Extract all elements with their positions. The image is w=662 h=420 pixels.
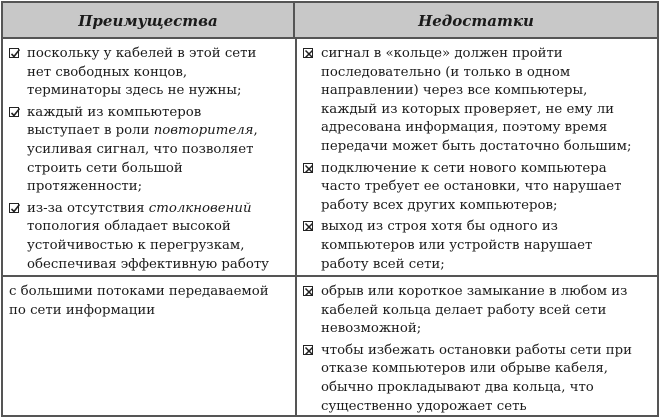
checkbox-crossed-icon	[303, 163, 313, 173]
comparison-table	[1, 1, 659, 417]
checkbox-crossed-icon	[303, 221, 313, 231]
disadvantage-item-4	[303, 283, 657, 339]
advantage-3-line-1: из-за отсутствия столкновений	[27, 200, 252, 216]
advantage-item-2	[9, 104, 291, 197]
disadvantage-item-1	[303, 45, 657, 157]
disadvantage-3-line-3: работу всей сети;	[321, 256, 445, 272]
checkbox-crossed-icon	[303, 345, 313, 355]
advantage-3-line-4: обеспечивая эффективную работу	[27, 256, 270, 272]
disadvantage-3-line-2: компьютеров или устройств нарушает	[321, 237, 593, 253]
header-divider	[3, 37, 657, 39]
disadvantage-item-3	[303, 218, 657, 274]
disadvantage-5-line-3: обычно прокладывают два кольца, что	[321, 379, 594, 395]
advantage-2-line-2: выступает в роли повторителя,	[27, 123, 258, 139]
advantage-1-line-1: поскольку у кабелей в этой сети	[27, 46, 257, 61]
checkbox-crossed-icon	[303, 48, 313, 58]
disadvantage-item-2	[303, 160, 657, 216]
disadvantages-header: Недостатки	[295, 3, 657, 39]
checkbox-checked-icon	[9, 203, 19, 213]
advantage-1-line-2: нет свободных концов,	[27, 64, 188, 80]
disadvantage-5-line-4: существенно удорожает сеть	[321, 398, 527, 414]
disadvantage-4-line-3: невозможной;	[321, 321, 422, 337]
disadvantage-item-5	[303, 342, 657, 416]
continuation-line-2: по сети информации	[9, 302, 156, 318]
checkbox-crossed-icon	[303, 286, 313, 296]
continuation-line-1: с большими потоками передаваемой	[9, 284, 269, 299]
checkbox-checked-icon	[9, 48, 19, 58]
disadvantage-2-line-2: часто требует ее остановки, что нарушает	[321, 179, 622, 195]
disadvantage-4-line-2: кабелей кольца делает работу всей сети	[321, 302, 607, 318]
disadvantage-2-line-1: подключение к сети нового компьютера	[321, 160, 607, 176]
advantage-2-line-5: протяженности;	[27, 179, 143, 195]
disadvantage-1-line-1: сигнал в «кольце» должен пройти	[321, 46, 563, 61]
disadvantage-1-line-6: передачи может быть достаточно большим;	[321, 138, 632, 154]
disadvantage-1-line-2: последовательно (и только в одном	[321, 64, 571, 80]
advantages-header: Преимущества	[3, 3, 295, 39]
advantage-2-line-4: строить сети большой	[27, 160, 183, 176]
checkbox-checked-icon	[9, 107, 19, 117]
advantage-item-1	[9, 45, 291, 101]
disadvantage-4-line-1: обрыв или короткое замыкание в любом из	[321, 284, 628, 299]
advantages-list	[9, 45, 291, 277]
advantage-item-3	[9, 200, 291, 274]
advantage-2-line-1: каждый из компьютеров	[27, 104, 202, 120]
disadvantage-5-line-2: отказе компьютеров или обрыве кабеля,	[321, 361, 608, 377]
advantage-3-line-3: устойчивостью к перегрузкам,	[27, 237, 245, 253]
advantage-2-line-3: усиливая сигнал, что позволяет	[27, 141, 254, 157]
column-divider	[295, 39, 297, 415]
disadvantages-list	[303, 45, 657, 277]
disadvantage-1-line-4: каждый из которых проверяет, не ему ли	[321, 101, 615, 117]
disadvantage-3-line-1: выход из строя хотя бы одного из	[321, 219, 558, 235]
disadvantage-2-line-3: работу всех других компьютеров;	[321, 197, 558, 213]
disadvantage-5-line-1: чтобы избежать остановки работы сети при	[321, 342, 633, 358]
advantages-continuation	[9, 283, 291, 320]
advantage-1-line-3: терминаторы здесь не нужны;	[27, 83, 242, 99]
advantage-3-line-2: топология обладает высокой	[27, 219, 231, 235]
disadvantages-lower-list	[303, 283, 657, 419]
disadvantage-1-line-3: направлении) через все компьютеры,	[321, 83, 588, 99]
disadvantage-1-line-5: адресована информация, поэтому время	[321, 120, 608, 136]
